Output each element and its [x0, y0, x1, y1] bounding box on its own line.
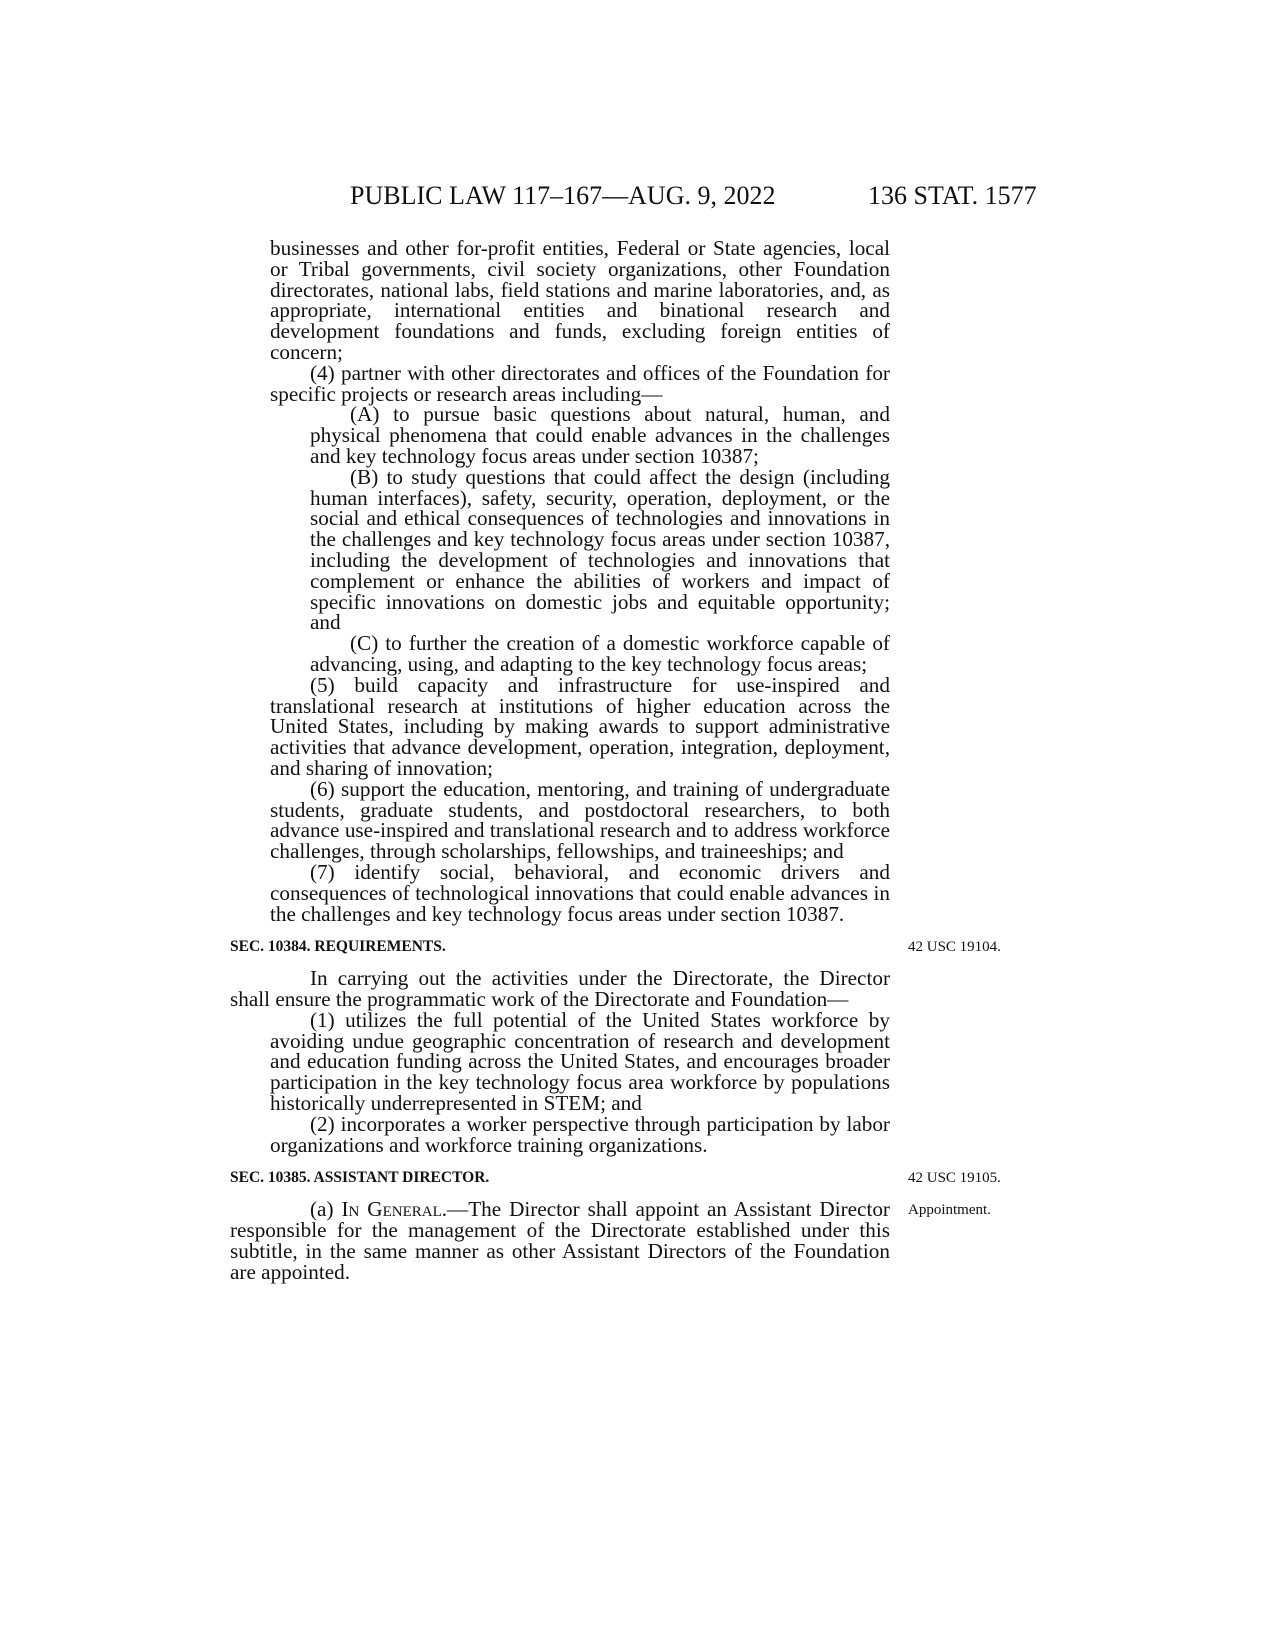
- section-10385-para-a-text: [230, 1199, 890, 1282]
- section-heading: SEC. 10384. REQUIREMENTS.: [230, 938, 446, 956]
- para-heading: In General: [341, 1197, 442, 1222]
- item-4-b: (B) to study questions that could affect the design (including human interfaces), safety, security, operation, deployment, or the social and ethical consequences of technologies and innovations in the challenges and key technology focus areas under section 10387, including the development of technologies and innovations that complement or enhance the abilities of workers and impact of specific innovations on domestic jobs and equitable opportunity; and: [310, 464, 890, 635]
- item-4: (4) partner with other directorates and offices of the Foundation for specific projects or research areas including—: [270, 360, 890, 406]
- section-10385-para-a: [230, 1197, 991, 1284]
- section-heading: SEC. 10385. ASSISTANT DIRECTOR.: [230, 1169, 490, 1187]
- section-10384-item-1: (1) utilizes the full potential of the United States workforce by avoiding undue geographic concentration of research and development and education funding across the United States, and encourages broader participation in the key technology focus area workforce by populations historically underrepresented in STEM; and: [270, 1007, 890, 1116]
- page-header: [0, 178, 1275, 214]
- para-dash: .—: [441, 1197, 469, 1222]
- item-7: (7) identify social, behavioral, and economic drivers and consequences of technological innovations that could enable advances in the challenges and key technology focus areas under section 10387.: [270, 859, 890, 926]
- side-note: Appointment.: [908, 1202, 991, 1219]
- section-10385-heading-row: [230, 1167, 1001, 1189]
- section-10384-intro: In carrying out the activities under the Directorate, the Director shall ensure the programmatic work of the Directorate and Foundation—: [230, 966, 890, 1012]
- item-5: (5) build capacity and infrastructure for use-inspired and translational research at institutions of higher education across the United States, including by making awards to support administrative activities that advance development, operation, integration, deployment, and sharing of innovation;: [270, 672, 890, 780]
- item-4-c: (C) to further the creation of a domestic workforce capable of advancing, using, and adapting to the key technology focus areas;: [310, 631, 890, 676]
- para-label: (a): [310, 1197, 342, 1222]
- item-6: (6) support the education, mentoring, and training of undergraduate students, graduate students, and postdoctoral researchers, to both advance use-inspired and translational research and to address workforce challenges, through scholarships, fellowships, and traineeships; and: [270, 776, 890, 864]
- item-4-a: (A) to pursue basic questions about natural, human, and physical phenomena that could enable advances in the challenges and key technology focus areas under section 10387;: [310, 402, 890, 468]
- document-body: [230, 236, 1001, 1284]
- page-number: 136 STAT. 1577: [868, 181, 1037, 210]
- section-10384-item-2: (2) incorporates a worker perspective through participation by labor organizations and workforce training organizations.: [270, 1111, 890, 1157]
- section-10384-heading-row: [230, 936, 1001, 958]
- running-head: PUBLIC LAW 117–167—AUG. 9, 2022: [350, 181, 776, 210]
- usc-citation: 42 USC 19104.: [908, 939, 1001, 956]
- continuation-paragraph: businesses and other for-profit entities, Federal or State agencies, local or Tribal governments, civil society organizations, other Foundation directorates, national labs, field stations and marine laboratories, and, as appropriate, international entities and binational research and development foundations and funds, excluding foreign entities of concern;: [270, 236, 890, 364]
- usc-citation: 42 USC 19105.: [908, 1170, 1001, 1187]
- para-body: The Director shall appoint an Assistant Director responsible for the management of the Directorate established under this subtitle, in the same manner as other Assistant Directors of the Foundation are appointed.: [230, 1197, 890, 1284]
